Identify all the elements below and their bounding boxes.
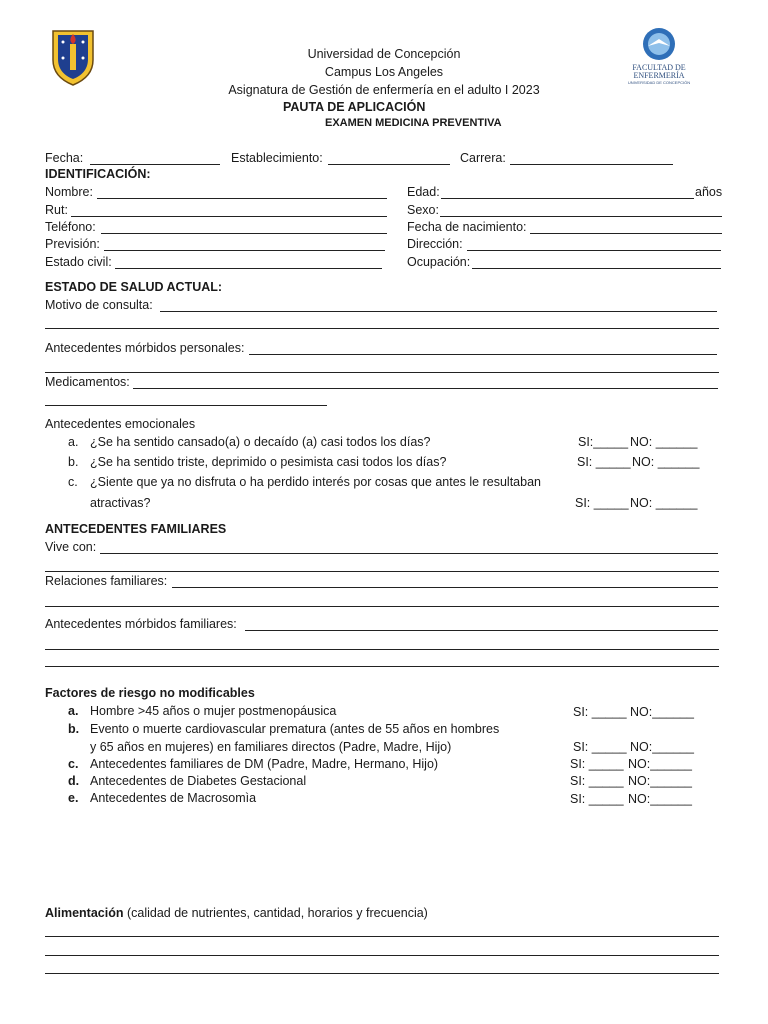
factor-d-si-field[interactable]: SI: _____ — [570, 774, 624, 788]
relaciones-field-line2[interactable] — [45, 606, 719, 607]
ocupacion-field[interactable] — [472, 268, 721, 269]
establecimiento-field[interactable] — [328, 164, 450, 165]
emocional-b-question: ¿Se ha sentido triste, deprimido o pesimista casi todos los días? — [90, 455, 447, 469]
faculty-logo-line2: ENFERMERÍA — [633, 71, 685, 80]
emocional-c-question: ¿Siente que ya no disfruta o ha perdido interés por cosas que antes le resultaban — [90, 475, 541, 489]
nombre-label: Nombre: — [45, 185, 93, 199]
emocional-b-no-field[interactable]: NO: ______ — [632, 455, 700, 469]
ocupacion-label: Ocupación: — [407, 255, 471, 269]
factor-c-no-field[interactable]: NO:______ — [628, 757, 692, 771]
emocional-a-si-field[interactable]: SI:_____ — [578, 435, 629, 449]
emocionales-heading: Antecedentes emocionales — [45, 417, 196, 431]
campus-name: Campus Los Angeles — [324, 65, 444, 79]
establecimiento-label: Establecimiento: — [231, 151, 323, 165]
faculty-logo-line1: FACULTAD DE — [632, 63, 686, 72]
emocional-a-no-field[interactable]: NO: ______ — [630, 435, 698, 449]
emocional-c-question-line2: atractivas? — [90, 496, 151, 510]
telefono-label: Teléfono: — [45, 220, 96, 234]
antecedentes-personales-field[interactable] — [249, 354, 717, 355]
emocional-c-letter: c. — [68, 475, 78, 489]
estado-civil-field[interactable] — [115, 268, 382, 269]
factores-heading: Factores de riesgo no modificables — [45, 686, 255, 700]
direccion-field[interactable] — [467, 250, 721, 251]
emocional-a-question: ¿Se ha sentido cansado(a) o decaído (a) casi todos los días? — [90, 435, 431, 449]
factor-e-si-field[interactable]: SI: _____ — [570, 792, 624, 806]
motivo-field-line2[interactable] — [45, 328, 719, 329]
factor-e-text: Antecedentes de Macrosomìa — [90, 791, 257, 805]
carrera-field[interactable] — [510, 164, 673, 165]
factor-c-letter: c. — [68, 757, 79, 771]
document-subtitle: EXAMEN MEDICINA PREVENTIVA — [325, 117, 502, 129]
fecha-nacimiento-label: Fecha de nacimiento: — [407, 220, 527, 234]
alimentacion-field-line3[interactable] — [45, 973, 719, 974]
fecha-nacimiento-field[interactable] — [530, 233, 722, 234]
carrera-label: Carrera: — [460, 151, 506, 165]
prevision-label: Previsión: — [45, 237, 100, 251]
direccion-label: Dirección: — [407, 237, 463, 251]
document-title: PAUTA DE APLICACIÓN — [283, 100, 426, 114]
factor-d-letter: d. — [68, 774, 80, 788]
medicamentos-label: Medicamentos: — [45, 375, 130, 389]
prevision-field[interactable] — [104, 250, 385, 251]
factor-d-text: Antecedentes de Diabetes Gestacional — [90, 774, 307, 788]
alimentacion-note: (calidad de nutrientes, cantidad, horarios y frecuencia) — [123, 906, 428, 920]
antecedentes-familiares-field[interactable] — [245, 630, 718, 631]
vive-con-label: Vive con: — [45, 540, 97, 554]
familiares-heading: ANTECEDENTES FAMILIARES — [45, 522, 227, 536]
edad-field[interactable] — [441, 198, 694, 199]
antecedentes-familiares-field-line3[interactable] — [45, 666, 719, 667]
factor-e-letter: e. — [68, 791, 79, 805]
antecedentes-familiares-label: Antecedentes mórbidos familiares: — [45, 617, 237, 631]
medicamentos-field-line2[interactable] — [45, 405, 327, 406]
fecha-label: Fecha: — [45, 151, 84, 165]
factor-b-no-field[interactable]: NO:______ — [630, 740, 694, 754]
anos-label: años — [695, 185, 723, 199]
vive-con-field[interactable] — [100, 553, 718, 554]
emocional-c-no-field[interactable]: NO: ______ — [630, 496, 698, 510]
medicamentos-field[interactable] — [133, 388, 718, 389]
factor-a-no-field[interactable]: NO:______ — [630, 705, 694, 719]
nombre-field[interactable] — [97, 198, 387, 199]
antecedentes-personales-label: Antecedentes mórbidos personales: — [45, 341, 245, 355]
sexo-label: Sexo: — [407, 203, 439, 217]
motivo-label: Motivo de consulta: — [45, 298, 153, 312]
alimentacion-heading-row — [45, 907, 428, 920]
faculty-logo-line3: UNIVERSIDAD DE CONCEPCIÓN — [627, 80, 691, 85]
rut-label: Rut: — [45, 203, 68, 217]
factor-a-letter: a. — [68, 704, 79, 718]
factor-b-si-field[interactable]: SI: _____ — [573, 740, 627, 754]
emocional-c-si-field[interactable]: SI: _____ — [575, 496, 629, 510]
alimentacion-heading: Alimentación — [45, 906, 124, 920]
factor-d-no-field[interactable]: NO:______ — [628, 774, 692, 788]
salud-heading: ESTADO DE SALUD ACTUAL: — [45, 280, 223, 294]
emocional-b-si-field[interactable]: SI: _____ — [577, 455, 631, 469]
factor-c-si-field[interactable]: SI: _____ — [570, 757, 624, 771]
motivo-field[interactable] — [160, 311, 717, 312]
alimentacion-field-line2[interactable] — [45, 955, 719, 956]
alimentacion-field-line1[interactable] — [45, 936, 719, 937]
edad-label: Edad: — [407, 185, 440, 199]
antecedentes-personales-field-line2[interactable] — [45, 372, 719, 373]
factor-b-text-line2: y 65 años en mujeres) en familiares directos (Padre, Madre, Hijo) — [90, 740, 452, 754]
factor-e-no-field[interactable]: NO:______ — [628, 792, 692, 806]
emocional-b-letter: b. — [68, 455, 79, 469]
factor-a-text: Hombre >45 años o mujer postmenopáusica — [90, 704, 337, 718]
university-name: Universidad de Concepción — [307, 47, 461, 61]
antecedentes-familiares-field-line2[interactable] — [45, 649, 719, 650]
estado-civil-label: Estado civil: — [45, 255, 112, 269]
vive-con-field-line2[interactable] — [45, 571, 719, 572]
factor-b-letter: b. — [68, 722, 80, 736]
factor-b-text: Evento o muerte cardiovascular prematura (antes de 55 años en hombres — [90, 722, 500, 736]
rut-field[interactable] — [71, 216, 387, 217]
identificacion-heading: IDENTIFICACIÓN: — [45, 167, 151, 181]
sexo-field[interactable] — [440, 216, 722, 217]
course-name: Asignatura de Gestión de enfermería en el adulto I 2023 — [228, 83, 540, 97]
factor-a-si-field[interactable]: SI: _____ — [573, 705, 627, 719]
telefono-field[interactable] — [101, 233, 387, 234]
factor-c-text: Antecedentes familiares de DM (Padre, Madre, Hermano, Hijo) — [90, 757, 439, 771]
relaciones-field[interactable] — [172, 587, 718, 588]
emocional-a-letter: a. — [68, 435, 79, 449]
fecha-field[interactable] — [90, 164, 220, 165]
relaciones-label: Relaciones familiares: — [45, 574, 168, 588]
